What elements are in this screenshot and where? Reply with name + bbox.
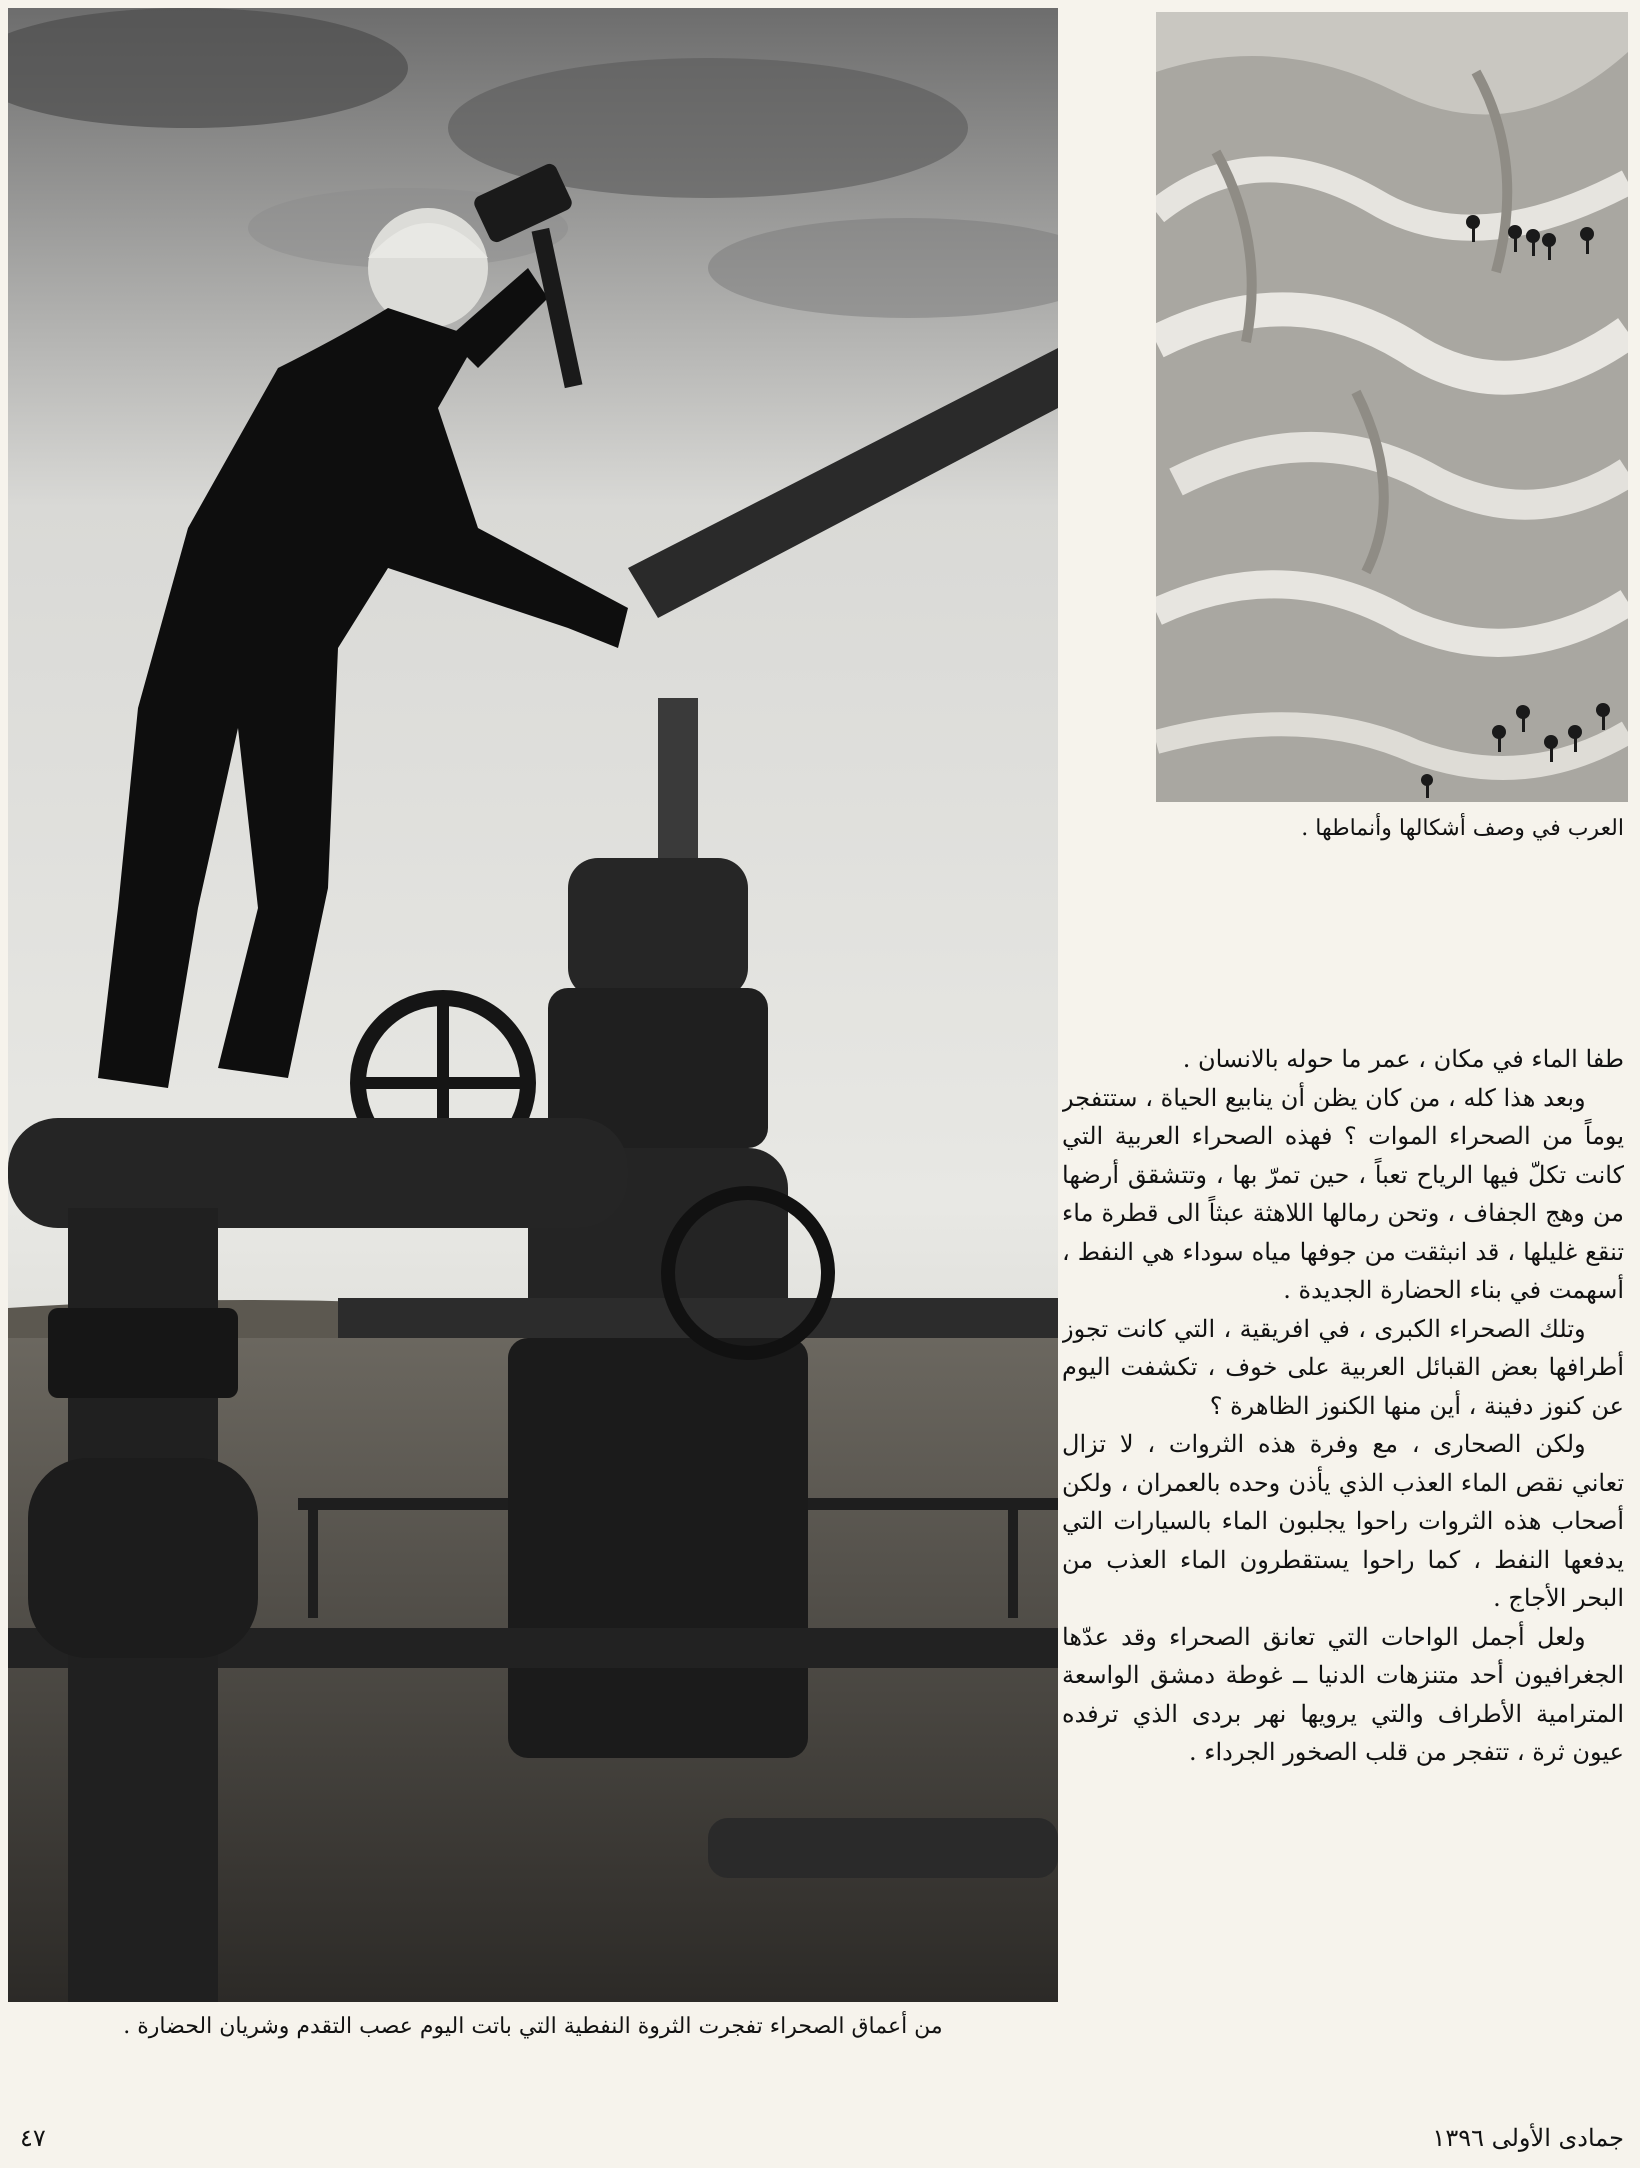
article-paragraph: طفا الماء في مكان ، عمر ما حوله بالانسان . [1182, 1045, 1624, 1073]
dunes-photo-caption: العرب في وصف أشكالها وأنماطها . [1301, 816, 1624, 841]
article-paragraph: ولكن الصحارى ، مع وفرة هذه الثروات ، لا تزال تعاني نقص الماء العذب الذي يأذن وحده بالعمران ، ولكن أصحاب هذه الثروات راحوا يجلبون الماء بالسيارات التي يدفعها النفط ، كما راحوا يستقطرون الماء العذب من البحر الأجاج . [1062, 1430, 1624, 1612]
desert-dunes-photo [1156, 12, 1628, 802]
page-number: ٤٧ [20, 2124, 46, 2152]
article-paragraph: وتلك الصحراء الكبرى ، في افريقية ، التي كانت تجوز أطرافها بعض القبائل العربية على خوف ، تكشفت اليوم عن كنوز دفينة ، أين منها الكنوز الظاهرة ؟ [1062, 1314, 1624, 1420]
article-paragraph: ولعل أجمل الواحات التي تعانق الصحراء وقد عدّها الجغرافيون أحد متنزهات الدنيا ــ غوطة دمشق الواسعة المترامية الأطراف والتي يرويها نهر بردى الذي ترفده عيون ثرة ، تتفجر من قلب الصخور الجرداء . [1062, 1622, 1624, 1766]
oil-well-worker-photo [8, 8, 1058, 2002]
article-paragraph: وبعد هذا كله ، من كان يظن أن ينابيع الحياة ، ستتفجر يوماً من الصحراء الموات ؟ فهذه الصحراء العربية التي كانت تكلّ فيها الرياح تعباً ، حين تمرّ بها ، وتتشقق أرضها من وهج الجفاف ، وتحن رمالها اللاهثة عبثاً الى قطرة ماء تنقع غليلها ، قد انبثقت من جوفها مياه سوداء هي النفط ، أسهمت في بناء الحضارة الجديدة . [1062, 1083, 1624, 1304]
oil-well-photo-caption: من أعماق الصحراء تفجرت الثروة النفطية التي باتت اليوم عصب التقدم وشريان الحضارة . [123, 2014, 943, 2039]
dunes-illustration [1156, 12, 1628, 802]
article-text-column [1062, 1040, 1624, 2092]
issue-date: جمادى الأولى ١٣٩٦ [1432, 2124, 1624, 2152]
oil-well-illustration [8, 8, 1058, 2002]
